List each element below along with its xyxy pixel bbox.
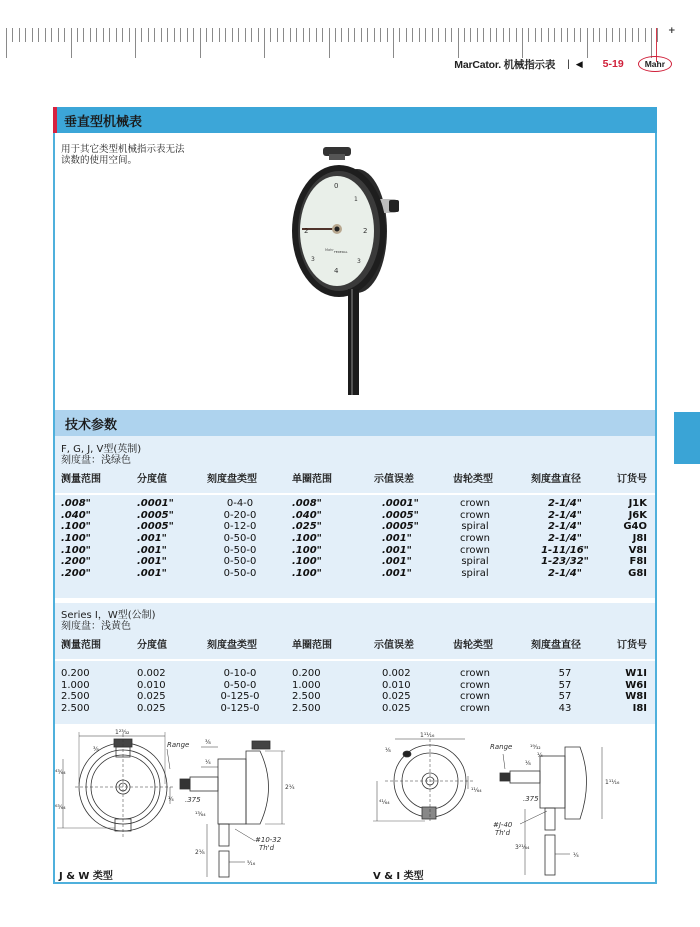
svg-text:3²¹⁄₆₄: 3²¹⁄₆₄ [515, 844, 530, 851]
intro-line-2: 读数的使用空间。 [61, 155, 138, 166]
ruler-tick [329, 28, 330, 58]
svg-text:¹⁄₄: ¹⁄₄ [537, 752, 543, 759]
ruler-tick [200, 28, 201, 58]
ruler-tick [393, 28, 394, 58]
header-divider [55, 493, 655, 495]
ruler-tick [238, 28, 239, 42]
col-header: 分度值 [137, 640, 167, 651]
ruler-tick [283, 28, 284, 42]
table-cell: 2.500 [292, 691, 321, 703]
svg-text:⁴³⁄₆₄: ⁴³⁄₆₄ [55, 769, 66, 776]
col-header: 示值误差 [374, 474, 414, 485]
table-cell: crown [459, 679, 491, 691]
ruler-tick [103, 28, 104, 42]
svg-text:.375: .375 [185, 796, 201, 804]
table-cell: crown [459, 668, 491, 679]
ruler-tick [45, 28, 46, 42]
table-cell: 0-50-0 [223, 679, 257, 691]
group-title-line-1: Series I，W型(公制) [61, 610, 156, 621]
table-row [55, 510, 655, 522]
svg-text:³⁄₈: ³⁄₈ [205, 739, 211, 746]
ruler-tick [580, 28, 581, 42]
ruler-tick [51, 28, 52, 42]
page-ruler [0, 22, 700, 54]
ruler-tick [167, 28, 168, 42]
table-cell: .200" [61, 556, 91, 568]
table-cell: 57 [558, 691, 572, 703]
vi-technical-drawing-icon [365, 729, 655, 879]
svg-text:3: 3 [311, 256, 315, 263]
ruler-tick [399, 28, 400, 42]
svg-text:2: 2 [363, 227, 368, 235]
table-cell: .001" [137, 568, 167, 580]
table-cell: crown [459, 703, 491, 715]
ruler-tick [90, 28, 91, 42]
table-cell: 0-4-0 [226, 498, 254, 509]
ruler-tick [367, 28, 368, 42]
table-cell: .0005" [382, 509, 419, 521]
svg-text:2¹⁄₈: 2¹⁄₈ [195, 849, 205, 856]
table-row [55, 556, 655, 568]
dial-indicator-image [277, 143, 417, 401]
ruler-tick [535, 28, 536, 42]
svg-text:FEDERAL: FEDERAL [334, 250, 348, 254]
svg-text:⁶³⁄₆₄: ⁶³⁄₆₄ [55, 804, 66, 811]
ruler-tick [180, 28, 181, 42]
ruler-tick [6, 28, 7, 58]
ruler-tick [96, 28, 97, 42]
table-cell: 2.500 [61, 703, 90, 715]
table-cell: 57 [558, 668, 572, 679]
page-number: 5-19 [602, 58, 624, 70]
svg-text:¹¹⁄₆₄: ¹¹⁄₆₄ [471, 787, 482, 794]
ruler-tick [316, 28, 317, 42]
ruler-tick [554, 28, 555, 42]
table-cell: .100" [292, 533, 322, 545]
table-cell: crown [459, 498, 491, 509]
specs-title: 技术参数 [65, 418, 118, 433]
ruler-tick [116, 28, 117, 42]
svg-text:1¹¹⁄₁₆: 1¹¹⁄₁₆ [605, 779, 620, 786]
table-cell: crown [459, 509, 491, 521]
table-cell: 2.500 [292, 703, 321, 715]
col-header: 订货号 [617, 474, 647, 485]
header-divider [55, 659, 655, 661]
chapter-tab[interactable] [674, 412, 700, 464]
ruler-tick [25, 28, 26, 42]
table-cell: spiral [461, 521, 489, 533]
table-row [55, 691, 655, 703]
table-cell: 2-1/4" [548, 521, 582, 533]
table-cell: I8I [632, 703, 647, 715]
ruler-tick [412, 28, 413, 42]
ruler-tick [148, 28, 149, 42]
ruler-tick [632, 28, 633, 42]
table-cell: 0.002 [137, 668, 166, 679]
svg-text:Th'd: Th'd [495, 829, 511, 837]
drawing-label-vi: V & I 类型 [373, 871, 424, 882]
table-cell: .001" [382, 533, 412, 545]
ruler-tick [77, 28, 78, 42]
ruler-tick [541, 28, 542, 42]
ruler-tick [19, 28, 20, 42]
specs-title-bar [55, 410, 655, 436]
table-cell: 0-125-0 [220, 691, 260, 703]
ruler-tick [503, 28, 504, 42]
svg-text:¹³⁄₆₄: ¹³⁄₆₄ [195, 811, 206, 818]
table-row [55, 498, 655, 510]
table-cell: 0-50-0 [223, 556, 257, 568]
table-cell: G8I [628, 568, 647, 580]
col-header: 测量范围 [61, 640, 101, 651]
table-cell: 2-1/4" [548, 509, 582, 521]
table-cell: .100" [61, 533, 91, 545]
table-cell: 2-1/4" [548, 498, 582, 509]
svg-text:³⁄₈: ³⁄₈ [93, 746, 99, 753]
col-header: 单圈范围 [292, 640, 332, 651]
svg-text:4: 4 [334, 267, 339, 275]
table-cell: 1.000 [61, 679, 90, 691]
group-title-line-2: 刻度盘：浅黄色 [61, 621, 131, 632]
ruler-tick [645, 28, 646, 42]
table-row [55, 521, 655, 533]
table-cell: 0.025 [382, 703, 411, 715]
ruler-tick [32, 28, 33, 42]
ruler-tick [548, 28, 549, 42]
ruler-tick [303, 28, 304, 42]
header-separator: | [567, 58, 570, 70]
table-row [55, 568, 655, 580]
ruler-tick [619, 28, 620, 42]
table-cell: .0001" [382, 498, 419, 509]
svg-text:⁴¹⁄₆₄: ⁴¹⁄₆₄ [379, 799, 390, 806]
svg-text:Range: Range [490, 743, 513, 751]
drawing-label-jw: J & W 类型 [59, 871, 113, 882]
spec-table-imperial [55, 436, 655, 598]
table-cell: 0-12-0 [223, 521, 257, 533]
ruler-tick [445, 28, 446, 42]
table-cell: 0-50-0 [223, 533, 257, 545]
table-cell: .0005" [137, 521, 174, 533]
col-header: 齿轮类型 [453, 474, 493, 485]
ruler-tick [432, 28, 433, 42]
table-cell: 2-1/4" [548, 533, 582, 545]
table-cell: J1K [628, 498, 647, 509]
table-cell: 0-20-0 [223, 509, 257, 521]
table-cell: W8I [625, 691, 647, 703]
intro-line-1: 用于其它类型机械指示表无法 [61, 144, 185, 155]
ruler-tick [490, 28, 491, 42]
table-cell: 0-125-0 [220, 703, 260, 715]
ruler-tick [438, 28, 439, 42]
table-cell: 57 [558, 679, 572, 691]
ruler-tick [187, 28, 188, 42]
ruler-tick [561, 28, 562, 42]
table-cell: .025" [292, 521, 322, 533]
ruler-tick [251, 28, 252, 42]
ruler-tick [309, 28, 310, 42]
col-header: 单圈范围 [292, 474, 332, 485]
table-cell: 0.025 [382, 691, 411, 703]
table-cell: 0.010 [137, 679, 166, 691]
svg-text:¹⁄₄: ¹⁄₄ [205, 759, 211, 766]
table-cell: 0.002 [382, 668, 411, 679]
ruler-tick [348, 28, 349, 42]
ruler-tick [135, 28, 136, 58]
ruler-tick [483, 28, 484, 42]
ruler-tick [625, 28, 626, 42]
ruler-tick [83, 28, 84, 42]
col-header: 齿轮类型 [453, 640, 493, 651]
ruler-tick [193, 28, 194, 42]
table-cell: .100" [61, 521, 91, 533]
svg-text:1²³⁄₃₂: 1²³⁄₃₂ [115, 729, 130, 736]
table-cell: spiral [461, 556, 489, 568]
table-body [55, 498, 655, 580]
table-cell: 1-11/16" [541, 544, 589, 556]
ruler-tick [587, 28, 588, 58]
section-title-bar [53, 107, 657, 133]
ruler-tick [64, 28, 65, 42]
table-cell: V8I [628, 544, 647, 556]
ruler-tick [406, 28, 407, 42]
col-header: 示值误差 [374, 640, 414, 651]
table-cell: .001" [382, 556, 412, 568]
table-cell: crown [459, 533, 491, 545]
ruler-tick [458, 28, 459, 58]
ruler-tick [612, 28, 613, 42]
crop-mark-plus: + [668, 26, 676, 36]
svg-text:3: 3 [357, 258, 361, 265]
table-cell: .001" [137, 556, 167, 568]
table-cell: .001" [382, 568, 412, 580]
ruler-tick [657, 28, 658, 42]
ruler-tick [387, 28, 388, 42]
table-cell: .100" [292, 544, 322, 556]
table-cell: 0.200 [292, 668, 321, 679]
ruler-tick [516, 28, 517, 42]
ruler-tick [225, 28, 226, 42]
ruler-tick [206, 28, 207, 42]
ruler-tick [322, 28, 323, 42]
ruler-tick [212, 28, 213, 42]
page-header [454, 56, 672, 72]
table-row [55, 668, 655, 680]
table-cell: 2.500 [61, 691, 90, 703]
svg-text:¹⁄₄: ¹⁄₄ [573, 852, 579, 859]
drawing-jw [55, 729, 355, 879]
ruler-tick [264, 28, 265, 58]
table-cell: 0-10-0 [223, 668, 257, 679]
table-cell: 1.000 [292, 679, 321, 691]
table-cell: 0-50-0 [223, 544, 257, 556]
table-cell: F8I [629, 556, 647, 568]
table-cell: W6I [625, 679, 647, 691]
table-cell: crown [459, 544, 491, 556]
table-cell: 1-23/32" [541, 556, 589, 568]
ruler-tick [651, 28, 652, 58]
col-header: 刻度盘直径 [531, 640, 581, 651]
ruler-tick [509, 28, 510, 42]
ruler-tick [335, 28, 336, 42]
ruler-tick [232, 28, 233, 42]
svg-text:¹⁹⁄₃₂: ¹⁹⁄₃₂ [530, 744, 541, 751]
ruler-tick [161, 28, 162, 42]
table-cell: .001" [137, 533, 167, 545]
svg-text:¹⁄₈: ¹⁄₈ [525, 760, 531, 767]
ruler-tick [219, 28, 220, 42]
table-cell: 0.025 [137, 691, 166, 703]
table-cell: .008" [292, 498, 322, 509]
ruler-tick [258, 28, 259, 42]
table-cell: 0.025 [137, 703, 166, 715]
table-cell: .100" [292, 556, 322, 568]
table-cell: .0005" [137, 509, 174, 521]
ruler-tick [141, 28, 142, 42]
ruler-tick [567, 28, 568, 42]
svg-text:Th'd: Th'd [259, 844, 275, 852]
col-header: 刻度盘类型 [207, 640, 257, 651]
ruler-tick [470, 28, 471, 42]
ruler-tick [574, 28, 575, 42]
table-cell: .0001" [137, 498, 174, 509]
col-header: 刻度盘类型 [207, 474, 257, 485]
mahr-logo: Mahr [638, 56, 672, 72]
ruler-tick [341, 28, 342, 42]
ruler-tick [58, 28, 59, 42]
table-cell: 0.200 [61, 668, 90, 679]
svg-text:1¹¹⁄₁₆: 1¹¹⁄₁₆ [420, 732, 435, 739]
spec-table-metric [55, 603, 655, 724]
table-row [55, 533, 655, 545]
ruler-tick [606, 28, 607, 42]
group-title-line-2: 刻度盘：浅绿色 [61, 455, 131, 466]
intro-text [61, 144, 261, 166]
table-row [55, 545, 655, 557]
table-cell: .100" [292, 568, 322, 580]
ruler-tick [270, 28, 271, 42]
dial-indicator-icon [277, 143, 417, 401]
ruler-tick [71, 28, 72, 58]
ruler-tick [12, 28, 13, 42]
table-cell: W1I [625, 668, 647, 679]
ruler-tick [354, 28, 355, 42]
table-cell: 2-1/4" [548, 568, 582, 580]
table-cell: J6K [628, 509, 647, 521]
ruler-tick [154, 28, 155, 42]
table-body [55, 668, 655, 715]
drawing-vi [365, 729, 655, 879]
group-title-imperial [61, 444, 141, 466]
table-cell: 0-50-0 [223, 568, 257, 580]
col-header: 测量范围 [61, 474, 101, 485]
ruler-tick [593, 28, 594, 42]
svg-text:⁵⁄₁₆: ⁵⁄₁₆ [247, 860, 256, 867]
ruler-tick [522, 28, 523, 58]
ruler-tick [425, 28, 426, 42]
table-cell: 0.010 [382, 679, 411, 691]
table-cell: .0005" [382, 521, 419, 533]
table-cell: .040" [292, 509, 322, 521]
svg-text:2¹⁄₄: 2¹⁄₄ [285, 784, 295, 791]
table-header [55, 636, 655, 650]
section-title: 垂直型机械表 [64, 115, 143, 130]
col-header: 分度值 [137, 474, 167, 485]
table-cell: crown [459, 691, 491, 703]
col-header: 刻度盘直径 [531, 474, 581, 485]
svg-text:Mahr: Mahr [325, 248, 334, 252]
col-header: 订货号 [617, 640, 647, 651]
group-title-metric [61, 610, 156, 632]
svg-text:1: 1 [354, 196, 358, 203]
ruler-tick [122, 28, 123, 42]
svg-text:0: 0 [334, 182, 339, 190]
jw-technical-drawing-icon [55, 729, 355, 879]
ruler-tick [361, 28, 362, 42]
svg-text:#10-32: #10-32 [255, 836, 282, 844]
ruler-tick [419, 28, 420, 42]
table-row [55, 703, 655, 715]
ruler-tick [464, 28, 465, 42]
table-cell: .100" [61, 544, 91, 556]
ruler-tick [477, 28, 478, 42]
ruler-tick [599, 28, 600, 42]
table-cell: 43 [558, 703, 572, 715]
table-cell: J8I [632, 533, 647, 545]
ruler-tick [290, 28, 291, 42]
ruler-tick [380, 28, 381, 42]
ruler-tick [638, 28, 639, 42]
table-header [55, 470, 655, 484]
table-row [55, 680, 655, 692]
header-title: MarCator. 机械指示表 [454, 58, 556, 71]
ruler-tick [109, 28, 110, 42]
svg-text:¹⁄₄: ¹⁄₄ [168, 796, 174, 803]
table-cell: .001" [137, 544, 167, 556]
ruler-tick [38, 28, 39, 42]
table-cell: spiral [461, 568, 489, 580]
group-title-line-1: F, G, J, V型(英制) [61, 444, 142, 455]
ruler-tick [277, 28, 278, 42]
table-cell: G4O [623, 521, 647, 533]
table-cell: .040" [61, 509, 91, 521]
ruler-tick [496, 28, 497, 42]
ruler-tick [174, 28, 175, 42]
ruler-tick [528, 28, 529, 42]
product-box [53, 107, 657, 884]
ruler-tick [129, 28, 130, 42]
svg-text:.375: .375 [523, 795, 539, 803]
ruler-tick [245, 28, 246, 42]
table-cell: .008" [61, 498, 91, 509]
table-cell: .200" [61, 568, 91, 580]
table-cell: .001" [382, 544, 412, 556]
svg-text:#J-40: #J-40 [493, 821, 513, 829]
svg-text:Range: Range [167, 741, 190, 749]
ruler-tick [296, 28, 297, 42]
ruler-tick [451, 28, 452, 42]
back-arrow-icon[interactable]: ◀ [575, 58, 583, 69]
svg-text:¹⁄₈: ¹⁄₈ [385, 747, 391, 754]
svg-text:2: 2 [304, 227, 309, 235]
ruler-tick [374, 28, 375, 42]
